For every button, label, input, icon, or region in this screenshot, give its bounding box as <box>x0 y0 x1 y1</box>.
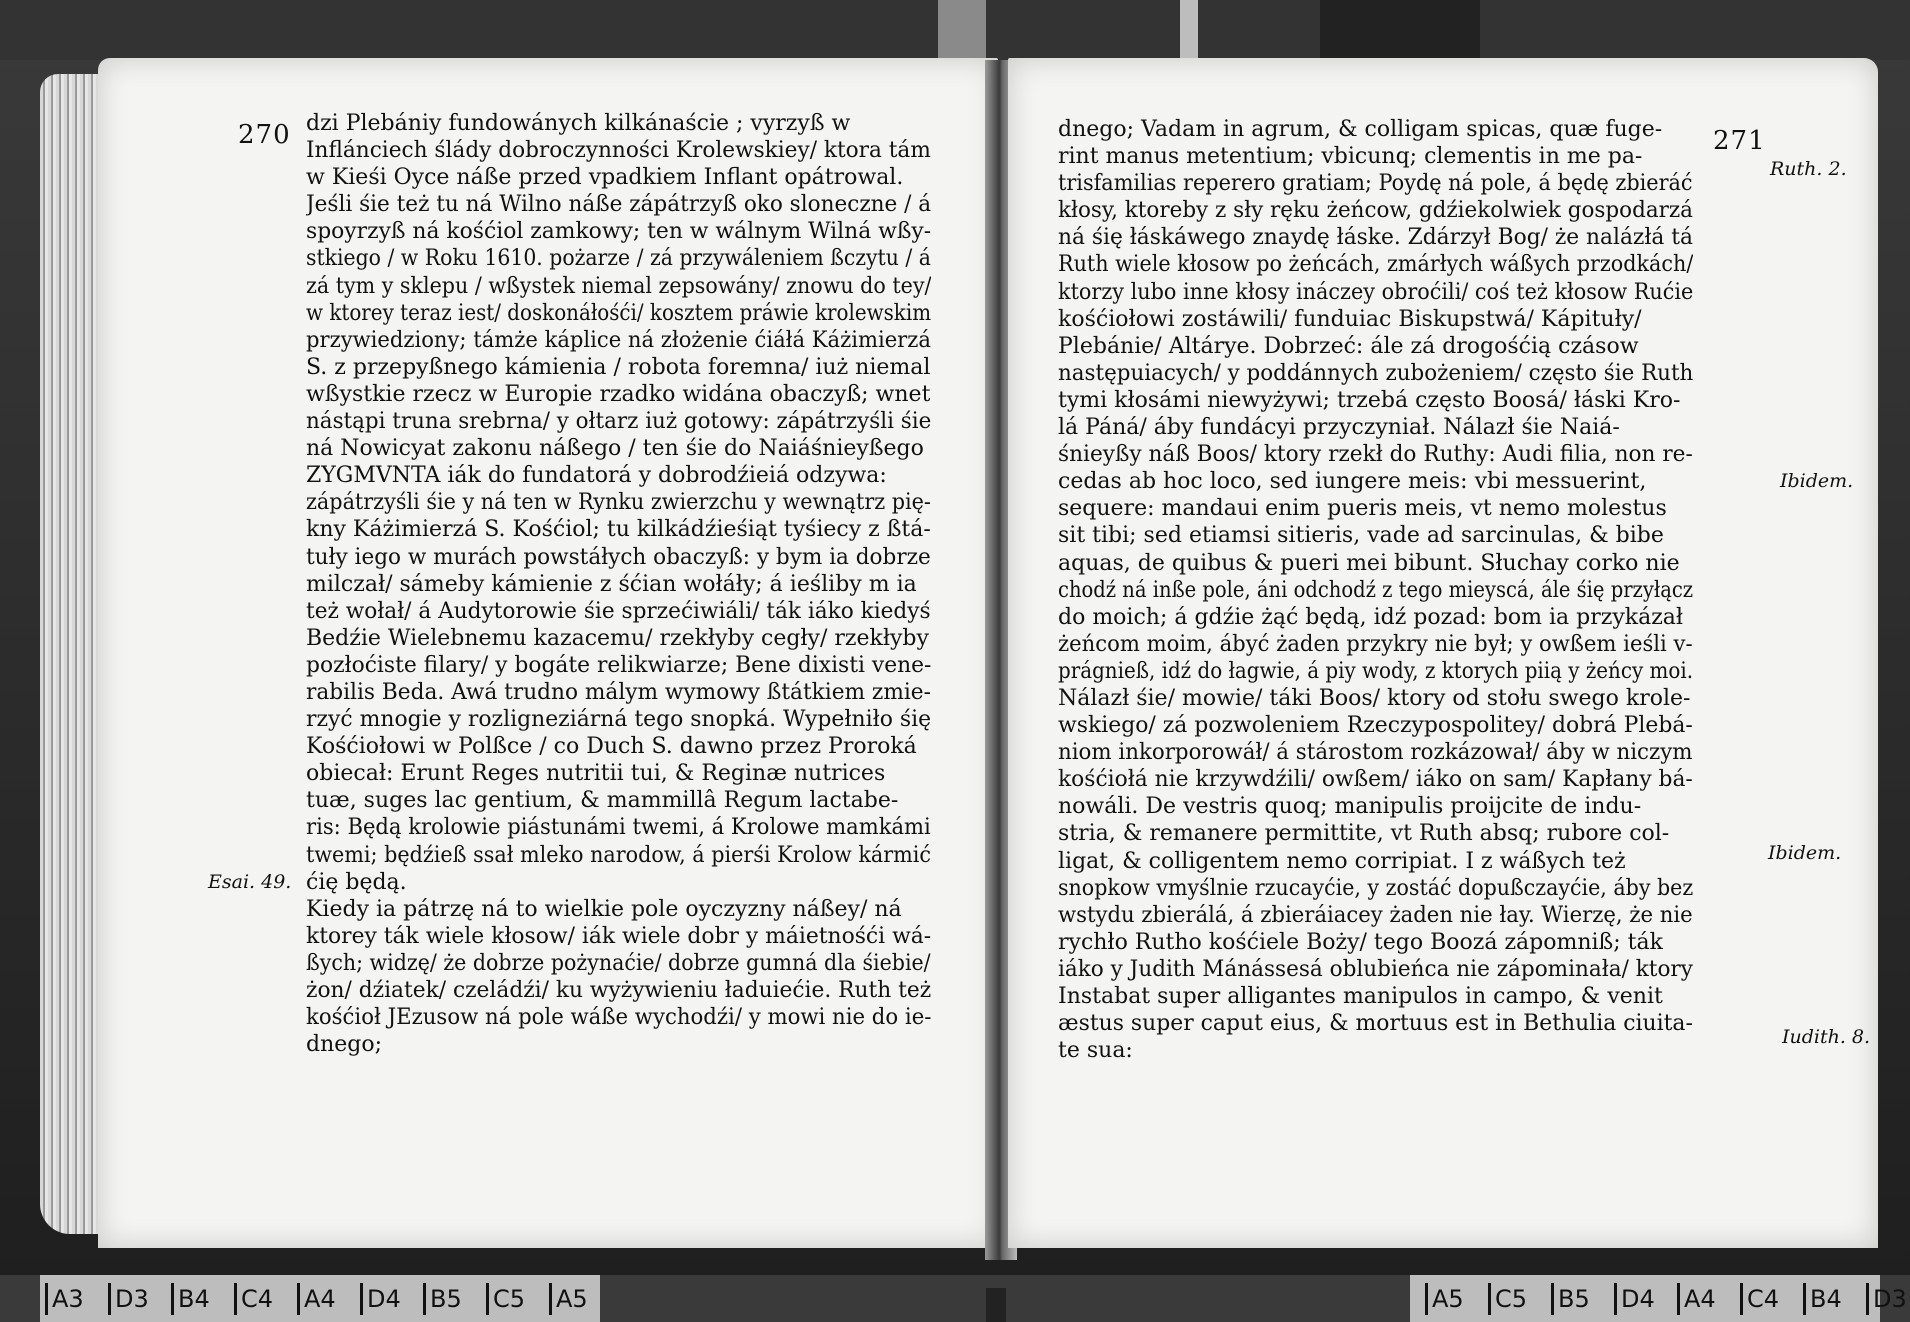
text-line: ris: Będą krolowie piástunámi twemi, á Krolowe mamkámi <box>306 815 931 841</box>
text-line: iáko y Judith Mánássesá oblubieńca nie zápominała/ ktory <box>1058 956 1693 982</box>
top-mark <box>938 0 986 60</box>
text-line: tuły iego w murách powstáłych obaczyß: y bym ia dobrze <box>306 544 931 570</box>
scale-label: B4 <box>1803 1283 1866 1315</box>
text-line: spoyrzyß ná kośćiol zamkowy; ten w wálnym Wilná wßy- <box>306 219 932 245</box>
text-line: ná Nowicyat zakonu náßego / ten śie do Naiáśnieyßego <box>306 436 924 462</box>
text-line: Kiedy ia pátrzę ná to wielkie pole oyczyzny náßey/ ná <box>306 896 902 922</box>
text-line: twemi; będźieß ssał mleko narodow, á pierśi Krolow kármić <box>306 842 931 868</box>
text-line: rychło Rutho kośćiele Boży/ tego Boozá zápomniß; ták <box>1058 929 1663 955</box>
text-line: ćię będą. <box>306 869 407 895</box>
right-page-text <box>1058 116 1773 1064</box>
text-line: niom inkorporowáł/ á stárostom rozkázował/ áby w niczym <box>1058 740 1693 766</box>
text-line: ZYGMVNTA iák do fundatorá y dobrodźieiá odzywa: <box>306 463 887 489</box>
margin-note: Ibidem. <box>1780 470 1854 492</box>
page-number: 270 <box>238 120 291 150</box>
margin-note: Iudith. 8. <box>1782 1026 1871 1048</box>
text-line: Plebánie/ Altárye. Dobrzeć: ále zá drogośćią czásow <box>1058 333 1639 359</box>
text-line: zá tym y sklepu / wßystek niemal zepsowány/ znowu do tey/ <box>306 273 932 299</box>
text-line: dnego; <box>306 1032 383 1058</box>
margin-note: Ruth. 2. <box>1770 158 1847 180</box>
text-line: stria, & remanere permittite, vt Ruth absq; rubore col- <box>1058 821 1670 847</box>
text-line: chodź ná inße pole, áni odchodź z tego mieyscá, ále śię przyłącz <box>1058 577 1694 603</box>
scale-label: D4 <box>1614 1283 1677 1315</box>
scale-label: C5 <box>486 1283 549 1315</box>
text-line: milczał/ sámeby kámienie z śćian wołáły; á ieśliby m ia <box>306 571 917 597</box>
left-page-text <box>306 110 998 1058</box>
text-line: też wołał/ á Audytorowie śie sprzećiwiáli/ ták iáko kiedyś <box>306 598 931 624</box>
top-strip <box>0 0 1910 60</box>
text-line: Ruth wiele kłosow po żeńcách, zmárłych wáßych przodkách/ <box>1058 252 1694 278</box>
text-line: następuiacych/ y poddánnych zubożeniem/ często śie Ruth <box>1058 360 1694 386</box>
scale-label: C5 <box>1488 1283 1551 1315</box>
top-mark <box>1320 0 1480 60</box>
text-line: w Kieśi Oyce náße przed vpadkiem Inflant opátrowal. <box>306 165 904 191</box>
text-line: ßych; widzę/ że dobrze pożynaćie/ dobrze gumná dla śiebie/ <box>306 950 931 976</box>
text-line: æstus super caput eius, & mortuus est in Bethulia ciuita- <box>1058 1011 1693 1037</box>
text-line: pozłoćiste filary/ y bogáte relikwiarze; Bene dixisti vene- <box>306 652 932 678</box>
text-line: Bedźie Wielebnemu kazacemu/ rzekłyby cegły/ rzekłyby <box>306 625 929 651</box>
text-line: w ktorey teraz iest/ doskonáłośći/ kosztem práwie krolewskim <box>306 300 932 326</box>
scale-label: A5 <box>1425 1283 1488 1315</box>
text-line: snopkow vmyślnie rzucayćie, y zostáć dopußczayćie, áby bez <box>1058 875 1694 901</box>
text-line: kłosy, ktoreby z sły ręku żeńcow, gdźiekolwiek gospodarzá <box>1058 198 1693 224</box>
text-line: aquas, de quibus & pueri mei bibunt. Słuchay corko nie <box>1058 550 1680 576</box>
text-line: kośćiołá nie krzywdźili/ owßem/ iáko on sam/ Kapłany bá- <box>1058 767 1693 793</box>
scale-label: A5 <box>549 1283 612 1315</box>
text-line: obiecał: Erunt Reges nutritii tui, & Reginæ nutrices <box>306 761 886 787</box>
text-line: sequere: mandaui enim pueris meis, vt nemo molestus <box>1058 496 1667 522</box>
top-mark <box>1180 0 1198 60</box>
text-line: cedas ab hoc loco, sed iungere meis: vbi messuerint, <box>1058 469 1647 495</box>
scale-label: A4 <box>297 1283 360 1315</box>
text-line: Inflánciech ślády dobroczynności Krolewskiey/ ktora tám <box>306 138 931 164</box>
scale-label: B4 <box>171 1283 234 1315</box>
text-line: Instabat super alligantes manipulos in campo, & venit <box>1058 984 1663 1009</box>
text-line: tymi kłosámi niewyżywi; trzebá często Boosá/ łáski Kro- <box>1058 387 1681 413</box>
scale-label: A4 <box>1677 1283 1740 1315</box>
text-line: nástąpi truna srebrna/ y ołtarz iuż gotowy: zápátrzyśli śie <box>306 409 932 435</box>
text-line: kośćioł JEzusow ná pole wáße wychodźi/ y mowi nie do ie- <box>306 1005 932 1031</box>
text-line: wskiego/ zá pozwoleniem Rzeczypospolitey/ dobrá Plebá- <box>1058 713 1693 739</box>
text-line: dzi Plebániy fundowánych kilkánaście ; vyrzyß w <box>306 111 851 136</box>
color-calibration-bar <box>0 1275 1910 1322</box>
text-line: dnego; Vadam in agrum, & colligam spicas, quæ fuge- <box>1058 117 1663 142</box>
left-page <box>98 58 998 1248</box>
text-line: prágnieß, idź do łagwie, á piy wody, z ktorych piią y żeńcy moi. <box>1058 658 1694 684</box>
text-line: kny Káżimierzá S. Kośćiol; tu kilkádźieśiąt tyśiecy z ßtá- <box>306 517 931 543</box>
text-line: kośćiołowi zostáwili/ funduiac Biskupstwá/ Kápituły/ <box>1058 306 1642 332</box>
scale-labels-right <box>1425 1275 1910 1322</box>
text-line: rabilis Beda. Awá trudno málym wymowy ßtátkiem zmie- <box>306 679 931 705</box>
text-line: do moich; á gdźie żąć będą, idź pozad: bom ia przykázał <box>1058 604 1684 630</box>
page-number: 271 <box>1713 126 1766 156</box>
text-line: rzyć mnogie y rozligneziárná tego snopká. Wypełniło śię <box>306 707 932 733</box>
text-line: Jeśli śie też tu ná Wilno náße zápátrzyß oko sloneczne / á <box>306 192 932 218</box>
text-line: wßystkie rzecz w Europie rzadko widána obaczyß; wnet <box>306 381 931 407</box>
text-line: S. z przepyßnego kámienia / robota foremna/ iuż niemal <box>306 354 931 380</box>
scale-label: D4 <box>360 1283 423 1315</box>
text-line: Nálazł śie/ mowie/ táki Boos/ ktory od stołu swego krole- <box>1058 685 1691 711</box>
text-line: ktorzy lubo inne kłosy ináczey obroćili/ coś też kłosow Rućie <box>1058 279 1694 305</box>
scale-label: D3 <box>108 1283 171 1315</box>
right-page <box>1008 58 1878 1248</box>
margin-note: Ibidem. <box>1768 842 1842 864</box>
text-line: żeńcom moim, ábyć żaden przykry nie był; y owßem ieśli v- <box>1058 631 1693 657</box>
text-line: wstydu zbierálá, á zbieráiacey żaden nie łay. Wierzę, że nie <box>1058 902 1693 928</box>
text-line: nowáli. De vestris quoq; manipulis proijcite de indu- <box>1058 794 1642 820</box>
scale-label: B5 <box>423 1283 486 1315</box>
text-line: tuæ, suges lac gentium, & mammillâ Regum lactabe- <box>306 788 899 814</box>
text-line: sit tibi; sed etiamsi sitieris, vade ad sarcinulas, & bibe <box>1058 523 1664 549</box>
scale-label: C4 <box>234 1283 297 1315</box>
scale-labels-left <box>45 1275 612 1322</box>
scale-label: D3 <box>1866 1283 1910 1315</box>
text-line: żon/ dźiatek/ czeládźi/ ku wyżywieniu ładuiećie. Ruth też <box>306 978 932 1003</box>
text-line: przywiedziony; támże káplice ná złożenie ćiáłá Káżimierzá <box>306 327 931 353</box>
scale-label: C4 <box>1740 1283 1803 1315</box>
text-line: ná śię łáskáwego znaydę łáske. Zdárzył Bog/ że nalázłá tá <box>1058 225 1693 251</box>
scale-label: A3 <box>45 1283 108 1315</box>
text-line: stkiego / w Roku 1610. pożarze / zá przywáleniem ßczytu / á <box>306 246 931 272</box>
text-line: śnieyßy náß Boos/ ktory rzekł do Ruthy: Audi filia, non re- <box>1058 442 1693 468</box>
text-line: zápátrzyśli śie y ná ten w Rynku zwierzchu y wewnątrz pię- <box>306 490 931 516</box>
text-line: rint manus metentium; vbicunq; clementis in me pa- <box>1058 144 1643 170</box>
text-line: ktorey ták wiele kłosow/ iák wiele dobr y máietnośći wá- <box>306 923 932 949</box>
text-line: trisfamilias reperero gratiam; Poydę ná pole, á będę zbieráć <box>1058 171 1693 197</box>
text-line: Kośćiołowi w Polßce / co Duch S. dawno przez Proroká <box>306 734 917 760</box>
text-line: ligat, & colligentem nemo corripiat. I z wáßych też <box>1058 848 1626 874</box>
text-line: lá Páná/ áby fundácyi przyczyniał. Nálazł śie Naiá- <box>1058 415 1620 441</box>
margin-note: Esai. 49. <box>208 871 292 893</box>
bottom-mark <box>986 1288 1006 1322</box>
text-line: te sua: <box>1058 1038 1133 1064</box>
scale-label: B5 <box>1551 1283 1614 1315</box>
